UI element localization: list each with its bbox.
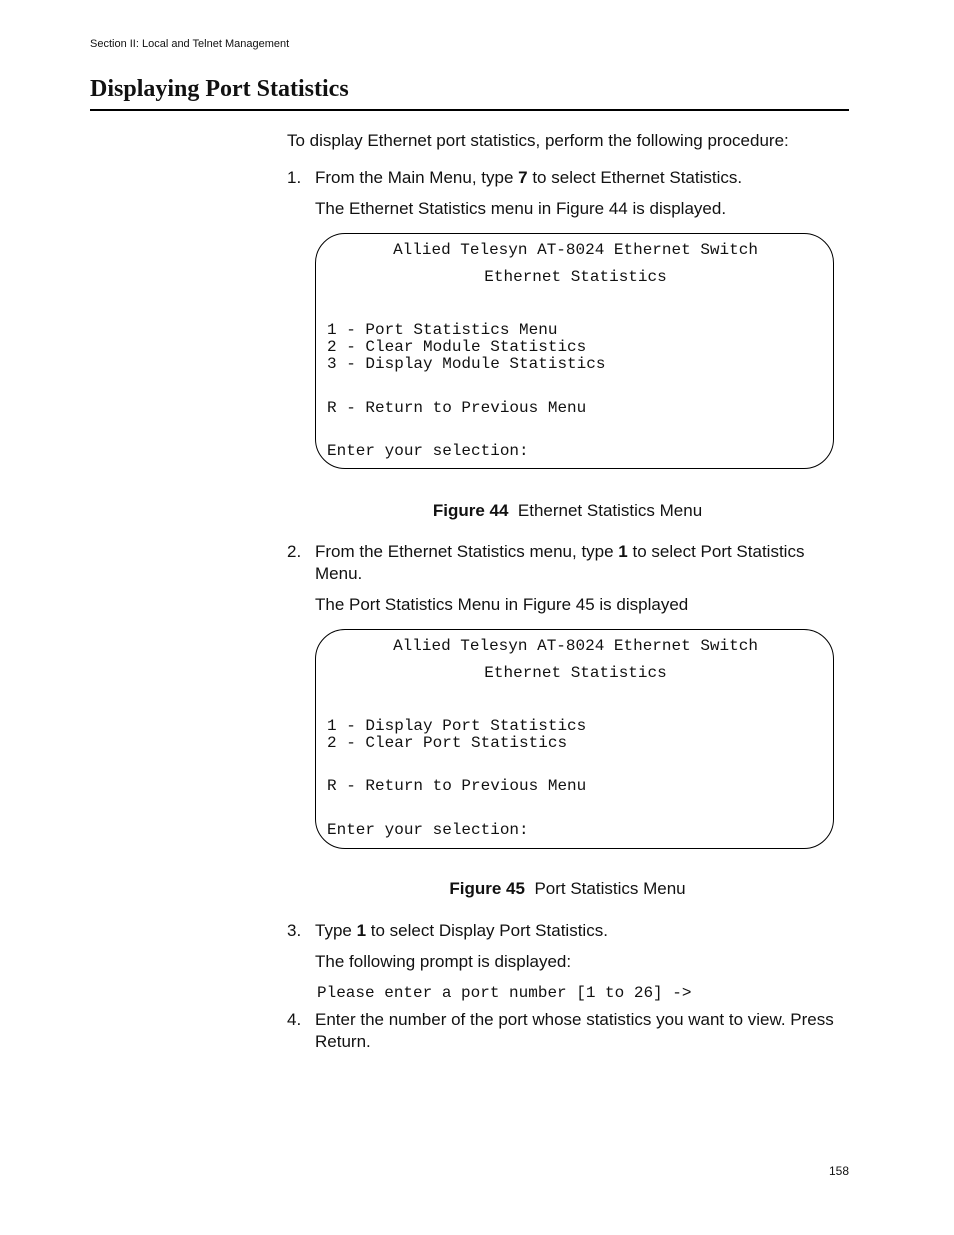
figure-45-caption [315,879,820,899]
section-header: Section II: Local and Telnet Management [90,38,290,50]
fig44-item-1: 1 - Port Statistics Menu [327,321,558,339]
step-3-text [315,920,608,942]
title-rule [90,109,849,111]
step-4-line1: Enter the number of the port whose statistics you want to view. Press [315,1010,834,1029]
step-2-post: to select Port Statistics [627,542,805,561]
step-1-note: The Ethernet Statistics menu in Figure 44 is displayed. [315,199,727,218]
fig44-item-2: 2 - Clear Module Statistics [327,338,587,356]
fig44-prompt: Enter your selection: [327,442,529,460]
fig45-item-1: 1 - Display Port Statistics [327,717,587,735]
step-3-number: 3. [287,921,302,940]
step-2-key: 1 [618,542,628,561]
step-2-note: The Port Statistics Menu in Figure 45 is displayed [315,595,689,614]
step-1-key: 7 [518,168,528,187]
step-1-pre: From the Main Menu, type [315,168,519,187]
intro-text: To display Ethernet port statistics, perform the following procedure: [287,131,789,150]
step-1-number: 1. [287,168,302,187]
fig44-item-3: 3 - Display Module Statistics [327,355,606,373]
figure-45-terminal [315,629,834,849]
figure-44-terminal [315,233,834,469]
step-2-text [315,541,855,585]
page-title: Displaying Port Statistics [90,76,349,102]
step-3-note: The following prompt is displayed: [315,952,572,971]
fig45-item-2: 2 - Clear Port Statistics [327,734,568,752]
fig45-caption-text: Port Statistics Menu [534,879,686,898]
step-2-pre: From the Ethernet Statistics menu, type [315,542,619,561]
fig44-return: R - Return to Previous Menu [327,399,587,417]
step-2-post2: Menu. [315,564,363,583]
fig45-title2: Ethernet Statistics [484,664,667,682]
fig44-title2: Ethernet Statistics [484,268,667,286]
fig45-prompt: Enter your selection: [327,821,529,839]
fig45-caption-label: Figure 45 [449,879,525,898]
step-4-line2: Return. [315,1032,371,1051]
step-3-pre: Type [315,921,357,940]
page-number: 158 [829,1164,850,1178]
step-3-post: to select Display Port Statistics. [366,921,608,940]
fig45-return: R - Return to Previous Menu [327,777,587,795]
step-1-text [315,167,742,189]
step-4-text [315,1009,860,1053]
fig44-caption-label: Figure 44 [432,501,509,520]
figure-44-caption [315,501,820,521]
step-1-post: to select Ethernet Statistics. [527,168,743,187]
port-number-prompt: Please enter a port number [1 to 26] -> [317,984,692,1002]
fig44-caption-text: Ethernet Statistics Menu [517,501,703,520]
step-3-key: 1 [356,921,367,940]
step-2-number: 2. [287,542,302,561]
step-4-number: 4. [287,1010,302,1029]
fig44-title1: Allied Telesyn AT-8024 Ethernet Switch [393,241,758,259]
fig45-title1: Allied Telesyn AT-8024 Ethernet Switch [393,637,758,655]
